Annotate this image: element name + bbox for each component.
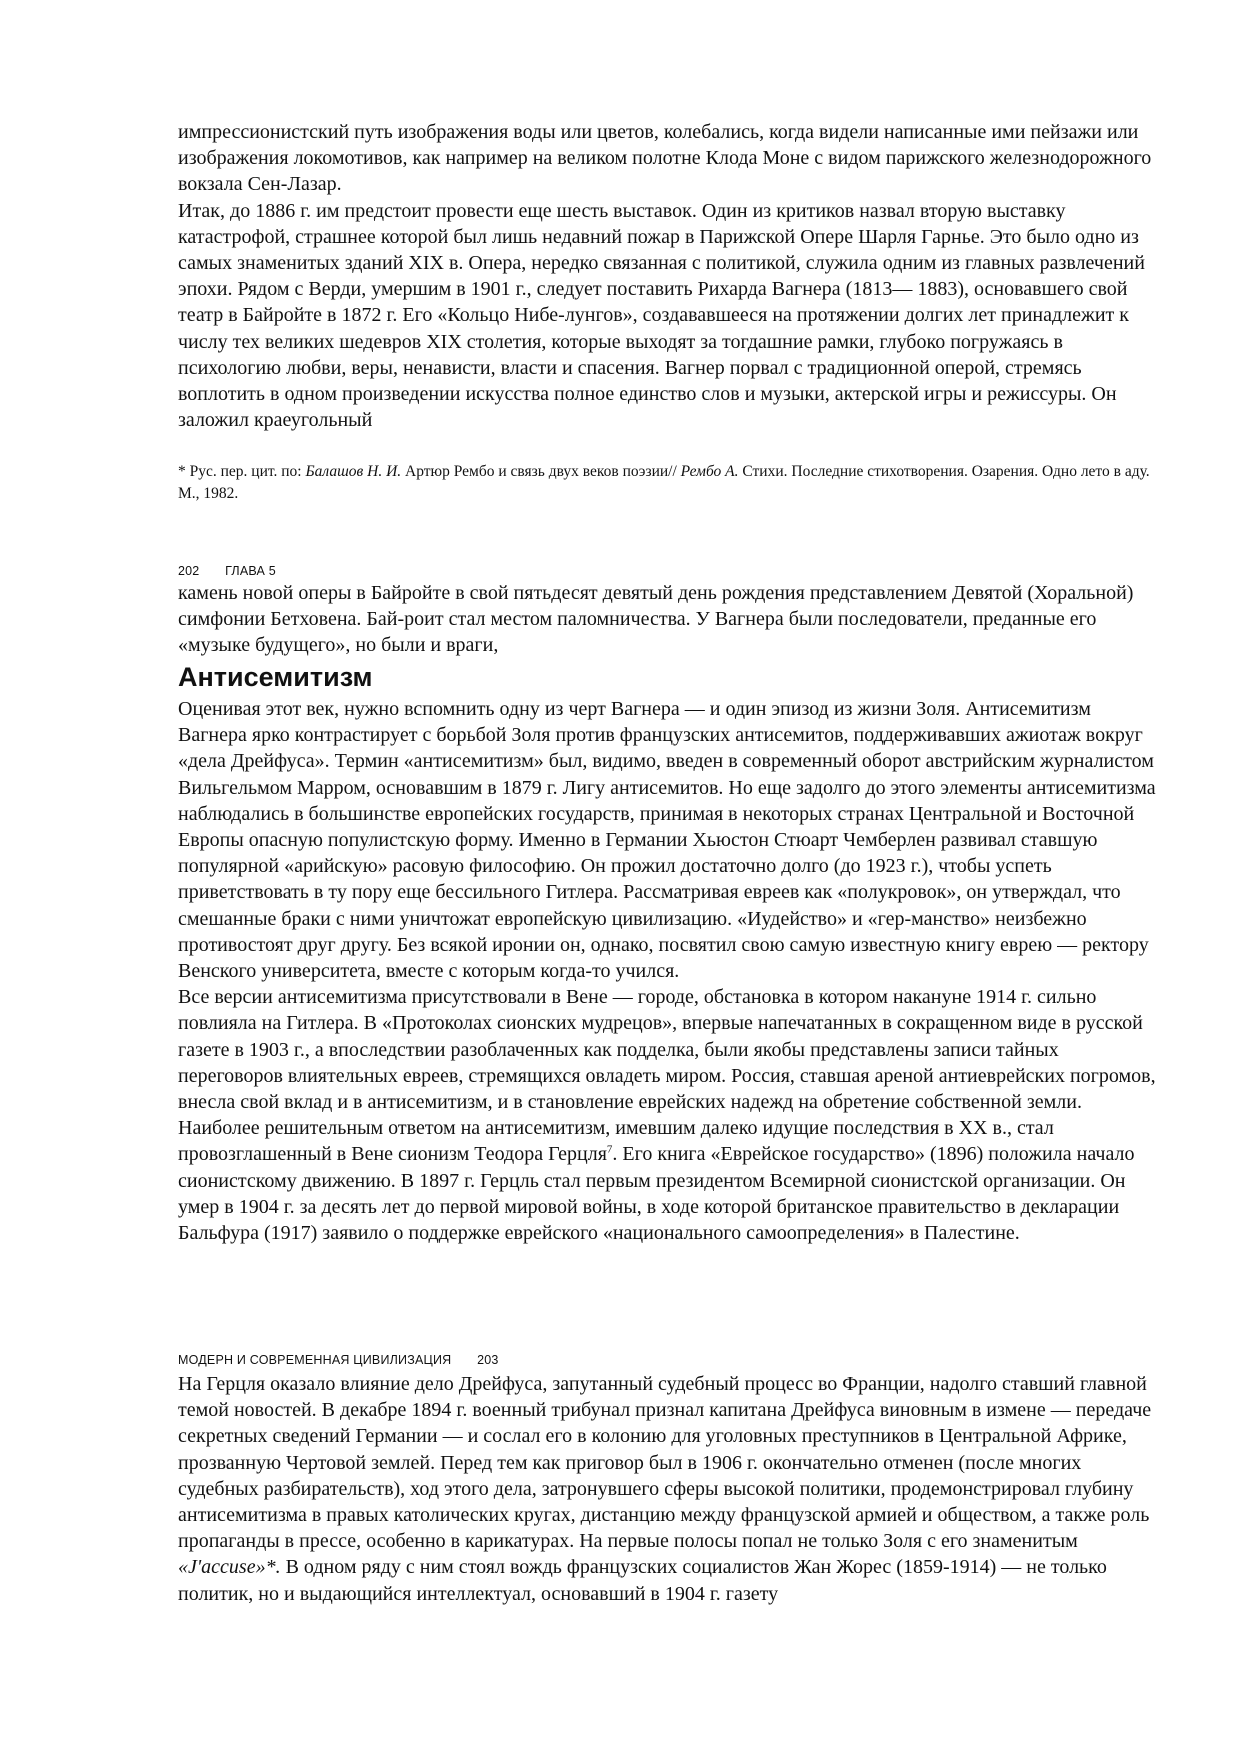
chapter-title: МОДЕРН И СОВРЕМЕННАЯ ЦИВИЛИЗАЦИЯ xyxy=(178,1353,452,1367)
footnote-rest: Стихи. Последние стихотворения. Озарения. Одно лето в аду. М., 1982. xyxy=(178,463,1150,502)
paragraph xyxy=(178,1371,1163,1607)
paragraph-text: . Его книга «Еврейское государство» (1896) положила начало сионистскому движению. В 1897 г. Герцль стал первым президентом Всемирной сионистской организации. Он умер в 1904 г. за десять лет до первой мировой войны, в ходе которой британское правительство в декларации Бальфура (1917) заявило о поддержке еврейского «национального самоопределения» в Палестине. xyxy=(178,1143,1135,1245)
text-block-middle xyxy=(178,580,1163,659)
running-header xyxy=(178,563,1163,579)
footnote-text xyxy=(178,461,1163,505)
section-body xyxy=(178,696,1163,1246)
emphasis-quote: «J'accuse»*. xyxy=(178,1556,281,1579)
paragraph: Оценивая этот век, нужно вспомнить одну из черт Вагнера — и один эпизод из жизни Золя. Антисемитизм Вагнера ярко контрастирует с борьбой Золя против французских антисемитов, поддерживавших ажиотаж вокруг «дела Дрейфуса». Термин «антисемитизм» был, видимо, введен в современный оборот австрийским журналистом Вильгельмом Марром, основавшим в 1879 г. Лигу антисемитов. Но еще задолго до этого элементы антисемитизма наблюдались в большинстве европейских государств, принимая в некоторых странах Центральной и Восточной Европы опасную популистскую форму. Именно в Германии Хьюстон Стюарт Чемберлен развивал ставшую популярной «арийскую» расовую философию. Он прожил достаточно долго (до 1923 г.), чтобы успеть приветствовать в ту пору еще бессильного Гитлера. Рассматривая евреев как «полукровок», он утверждал, что смешанные браки с ними уничтожат европейскую цивилизацию. «Иудейство» и «гер-манство» неизбежно противостоят друг другу. Без всякой иронии он, однако, посвятил свою самую известную книгу еврею — ректору Венского университета, вместе с которым когда-то учился. xyxy=(178,698,1156,983)
paragraph-text: Все версии антисемитизма присутствовали в Вене — городе, обстановка в котором накануне 1914 г. сильно повлияла на Гитлера. В «Протоколах сионских мудрецов», впервые напечатанных в сокращенном виде в русской газете в 1903 г., а впоследствии разоблаченных как подделка, были якобы представлены записи тайных переговоров влиятельных евреев, стремящихся овладеть миром. Россия, ставшая ареной антиеврейских погромов, внесла свой вклад и в антисемитизм, и в становление еврейских надежд на обретение собственной земли. Наиболее решительным ответом на антисемитизм, имевшим далеко идущие последствия в XX в., стал провозглашенный в Вене сионизм Теодора Герцля xyxy=(178,986,1156,1166)
section-heading-wrap xyxy=(178,662,1163,692)
footnote-author: Балашов Н. И. xyxy=(305,463,402,480)
text-block-top xyxy=(178,119,1163,433)
paragraph-text: В одном ряду с ним стоял вождь французских социалистов Жан Жорес (1859-1914) — не только политик, но и выдающийся интеллектуал, основавший в 1904 г. газету xyxy=(178,1556,1107,1605)
page-number: 203 xyxy=(477,1353,499,1367)
page-number: 202 xyxy=(178,564,200,578)
paragraph-text: На Герцля оказало влияние дело Дрейфуса, запутанный судебный процесс во Франции, надолго ставший главной темой новостей. В декабре 1894 г. военный трибунал признал капитана Дрейфуса виновным в измене — передаче секретных сведений Германии — и сослал его в колонию для уголовных преступников в Центральной Африке, прозванную Чертовой землей. Перед тем как приговор был в 1906 г. окончательно отменен (после многих судебных разбирательств), ход этого дела, затронувшего сферы высокой политики, продемонстрировал глубину антисемитизма в правых католических кругах, дистанцию между французской армией и обществом, а также роль пропаганды в прессе, особенно в карикатурах. На первые полосы попал не только Золя с его знаменитым xyxy=(178,1373,1152,1553)
paragraph: Итак, до 1886 г. им предстоит провести еще шесть выставок. Один из критиков назвал вторую выставку катастрофой, страшнее которой был лишь недавний пожар в Парижской Опере Шарля Гарнье. Это было одно из самых знаменитых зданий XIX в. Опера, нередко связанная с политикой, служила одним из главных развлечений эпохи. Рядом с Верди, умершим в 1901 г., следует поставить Рихарда Вагнера (1813— 1883), основавшего свой театр в Байройте в 1872 г. Его «Кольцо Нибе-лунгов», создававшееся на протяжении долгих лет принадлежит к числу тех великих шедевров XIX столетия, которые выходят за тогдашние рамки, глубоко погружаясь в психологию любви, веры, ненависти, власти и спасения. Вагнер порвал с традиционной оперой, стремясь воплотить в одном произведении искусства полное единство слов и музыки, актерской игры и режиссуры. Он заложил краеугольный xyxy=(178,199,1145,432)
section-heading: Антисемитизм xyxy=(178,662,373,692)
running-header xyxy=(178,1352,1163,1368)
paragraph xyxy=(178,984,1163,1246)
paragraph: камень новой оперы в Байройте в свой пятьдесят девятый день рождения представлением Девятой (Хоральной) симфонии Бетховена. Бай-роит стал местом паломничества. У Вагнера были последователи, преданные его «музыке будущего», но были и враги, xyxy=(178,582,1134,657)
footnote-prefix: * Рус. пер. цит. по: xyxy=(178,463,306,480)
text-block-bottom xyxy=(178,1371,1163,1607)
footnote-author: Рембо А. xyxy=(680,463,739,480)
footnote xyxy=(178,461,1163,505)
footnote-ref: 7 xyxy=(606,1143,613,1156)
chapter-title: ГЛАВА 5 xyxy=(225,564,276,578)
footnote-middle: Артюр Рембо и связь двух веков поэзии// xyxy=(401,463,681,480)
paragraph: импрессионистский путь изображения воды или цветов, колебались, когда видели написанные ими пейзажи или изображения локомотивов, как например на великом полотне Клода Моне с видом парижского железнодорожного вокзала Сен-Лазар. xyxy=(178,121,1152,196)
